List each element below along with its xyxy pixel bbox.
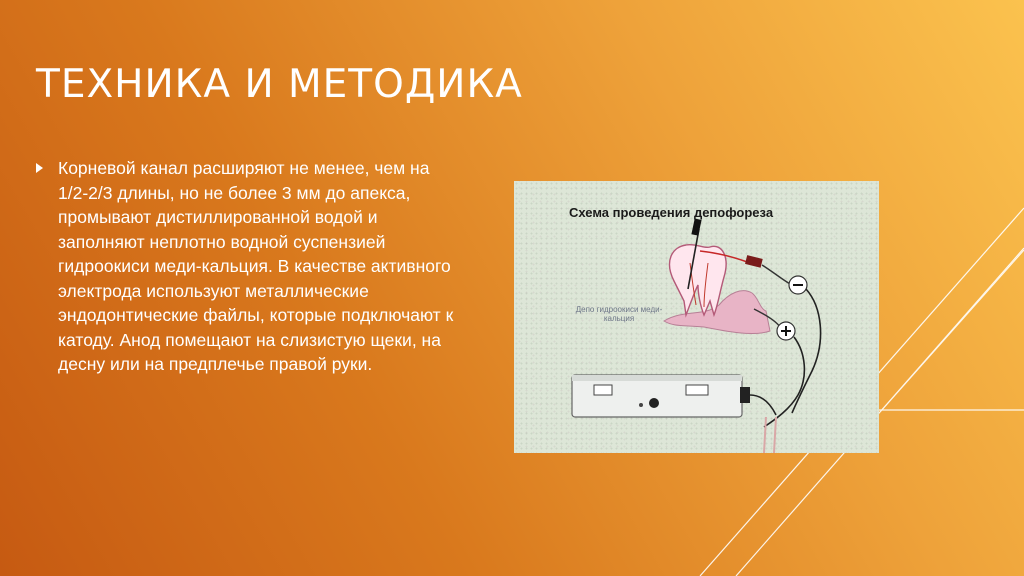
depot-label: Депо гидроокиси меди-кальция <box>575 305 663 323</box>
depophoresis-diagram <box>514 181 879 453</box>
slide-title: ТЕХНИКА И МЕТОДИКА <box>36 62 523 107</box>
bullet-text: Корневой канал расширяют не менее, чем на 1/2-2/3 длины, но не более 3 мм до апекса, промывают дистиллированной водой и заполняют неплотно водной суспензией гидроокиси меди-кальция. В качестве активного электрода используют металлические эндодонтические файлы, которые подключают к катоду. Анод помещают на слизистую щеки, на десну или на предплечье правой руки. <box>58 158 454 374</box>
bullet-triangle-icon <box>36 163 43 173</box>
diagram-drawing <box>514 181 879 453</box>
bullet-list <box>36 156 456 377</box>
diagram-title: Схема проведения депофореза <box>569 205 774 220</box>
galvanizer-device <box>572 375 742 417</box>
tooth-illustration <box>670 245 727 315</box>
